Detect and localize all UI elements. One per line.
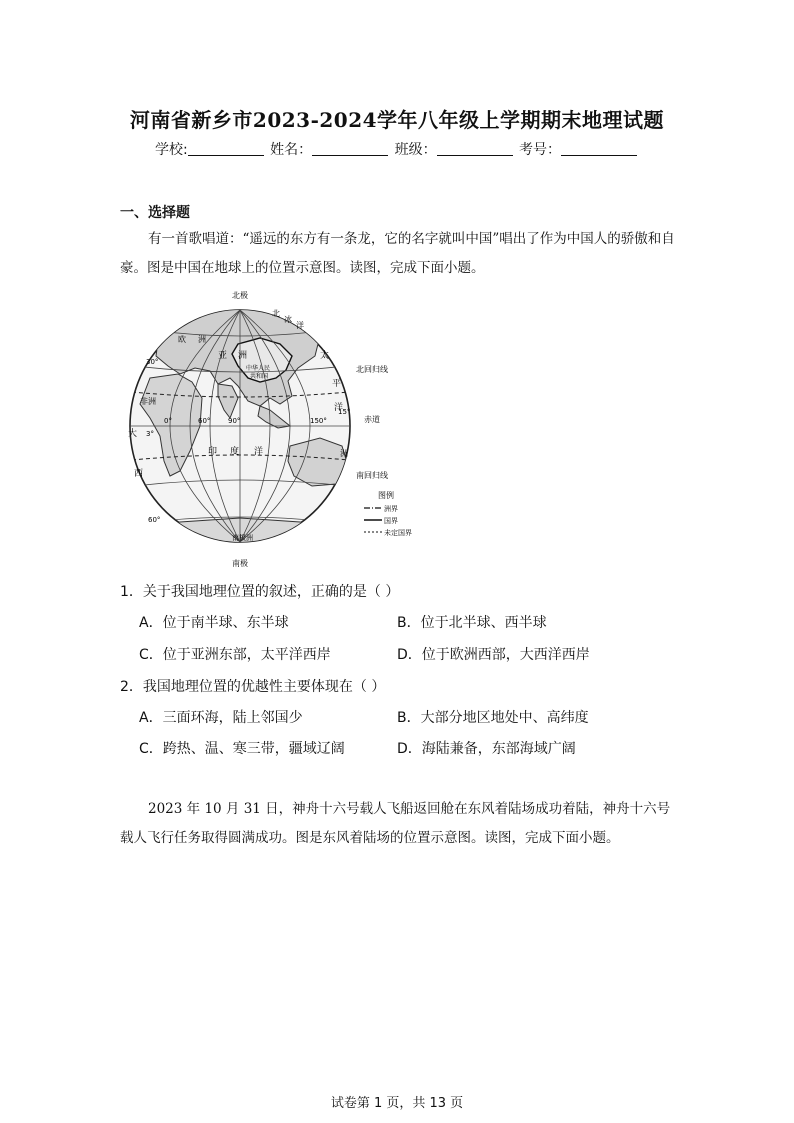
label-pacific-3: 洋 bbox=[334, 403, 344, 413]
equator-label: 赤道 bbox=[364, 415, 380, 424]
label-antarctica: 南极洲 bbox=[232, 534, 253, 542]
map-legend bbox=[364, 490, 412, 537]
school-label: 学校: bbox=[154, 142, 188, 158]
china-location-globe-map bbox=[120, 286, 440, 576]
passage-2: 2023 年 10 月 31 日，神舟十六号载人飞船返回舱在东风着陆场成功着陆，神舟十六号载人飞行任务取得圆满成功。图是东风着陆场的位置示意图。读图，完成下面小题。 bbox=[120, 801, 671, 846]
label-atlantic-2: 西 bbox=[134, 469, 144, 479]
deg-30n: 30° bbox=[146, 358, 159, 366]
label-indian-2: 度 bbox=[230, 447, 240, 457]
label-china-2: 共和国 bbox=[250, 373, 269, 380]
q2-option-c[interactable]: C．跨热、温、寒三带，疆域辽阔 bbox=[139, 741, 345, 757]
section-title: 一、选择题 bbox=[120, 205, 190, 221]
question-1-stem: 1．关于我国地理位置的叙述，正确的是（ ） bbox=[120, 584, 400, 600]
deg-0: 0° bbox=[164, 417, 172, 425]
label-europe-2: 洲 bbox=[198, 335, 206, 344]
q2-option-b[interactable]: B．大部分地区地处中、高纬度 bbox=[397, 710, 589, 726]
number-blank[interactable] bbox=[561, 141, 637, 156]
class-label: 班级： bbox=[394, 142, 437, 158]
label-indian-3: 洋 bbox=[254, 447, 264, 457]
legend-undefined-boundary: 未定国界 bbox=[384, 529, 412, 537]
name-label: 姓名： bbox=[270, 142, 313, 158]
south-pole-label: 南极 bbox=[232, 559, 248, 568]
q1-option-a[interactable]: A．位于南半球、东半球 bbox=[139, 615, 289, 631]
deg-60s: 60° bbox=[148, 516, 161, 524]
deg-60e: 60° bbox=[198, 417, 211, 425]
label-arctic-2: 冰 bbox=[284, 315, 292, 324]
question-2-stem: 2．我国地理位置的优越性主要体现在（ ） bbox=[120, 679, 386, 695]
deg-30e: 3° bbox=[146, 430, 154, 438]
label-indian-1: 印 bbox=[208, 447, 218, 457]
label-asia-2: 洲 bbox=[238, 351, 248, 361]
class-blank[interactable] bbox=[437, 141, 513, 156]
legend-title: 图例 bbox=[378, 491, 394, 500]
number-label: 考号： bbox=[519, 142, 562, 158]
q1-option-d[interactable]: D．位于欧洲西部，大西洋西岸 bbox=[397, 647, 590, 663]
school-blank[interactable] bbox=[188, 141, 264, 156]
q1-option-b[interactable]: B．位于北半球、西半球 bbox=[397, 615, 547, 631]
legend-continent-boundary: 洲界 bbox=[384, 505, 398, 513]
label-china-1: 中华人民 bbox=[246, 365, 271, 372]
label-europe: 欧 bbox=[178, 335, 186, 344]
tropic-capricorn-label: 南回归线 bbox=[356, 471, 388, 480]
label-atlantic-1: 大 bbox=[128, 429, 138, 439]
legend-national-boundary: 国界 bbox=[384, 517, 398, 525]
label-pacific-1: 太 bbox=[320, 351, 330, 361]
exam-title: 河南省新乡市2023-2024学年八年级上学期期末地理试题 bbox=[129, 108, 665, 132]
deg-15: 15° bbox=[338, 408, 351, 416]
deg-150e: 150° bbox=[310, 417, 327, 425]
q2-option-d[interactable]: D．海陆兼备，东部海域广阔 bbox=[397, 741, 576, 757]
label-oceania: 洲 bbox=[340, 449, 348, 458]
north-pole-label: 北极 bbox=[232, 291, 248, 300]
page-footer: 试卷第 1 页，共 13 页 bbox=[330, 1096, 464, 1111]
q1-option-c[interactable]: C．位于亚洲东部，太平洋西岸 bbox=[139, 647, 331, 663]
label-arctic-1: 北 bbox=[272, 309, 280, 318]
label-asia: 亚 bbox=[218, 351, 228, 361]
tropic-cancer-label: 北回归线 bbox=[356, 365, 388, 374]
deg-90e: 90° bbox=[228, 417, 241, 425]
label-pacific-2: 平 bbox=[332, 379, 342, 389]
label-arctic-3: 洋 bbox=[296, 321, 304, 330]
passage-1: 有一首歌唱道：“遥远的东方有一条龙，它的名字就叫中国”唱出了作为中国人的骄傲和自豪。图是中国在地球上的位置示意图。读图，完成下面小题。 bbox=[120, 231, 675, 276]
label-africa: 非洲 bbox=[140, 397, 156, 406]
name-blank[interactable] bbox=[312, 141, 388, 156]
q2-option-a[interactable]: A．三面环海，陆上邻国少 bbox=[139, 710, 303, 726]
student-info-row bbox=[0, 139, 794, 159]
